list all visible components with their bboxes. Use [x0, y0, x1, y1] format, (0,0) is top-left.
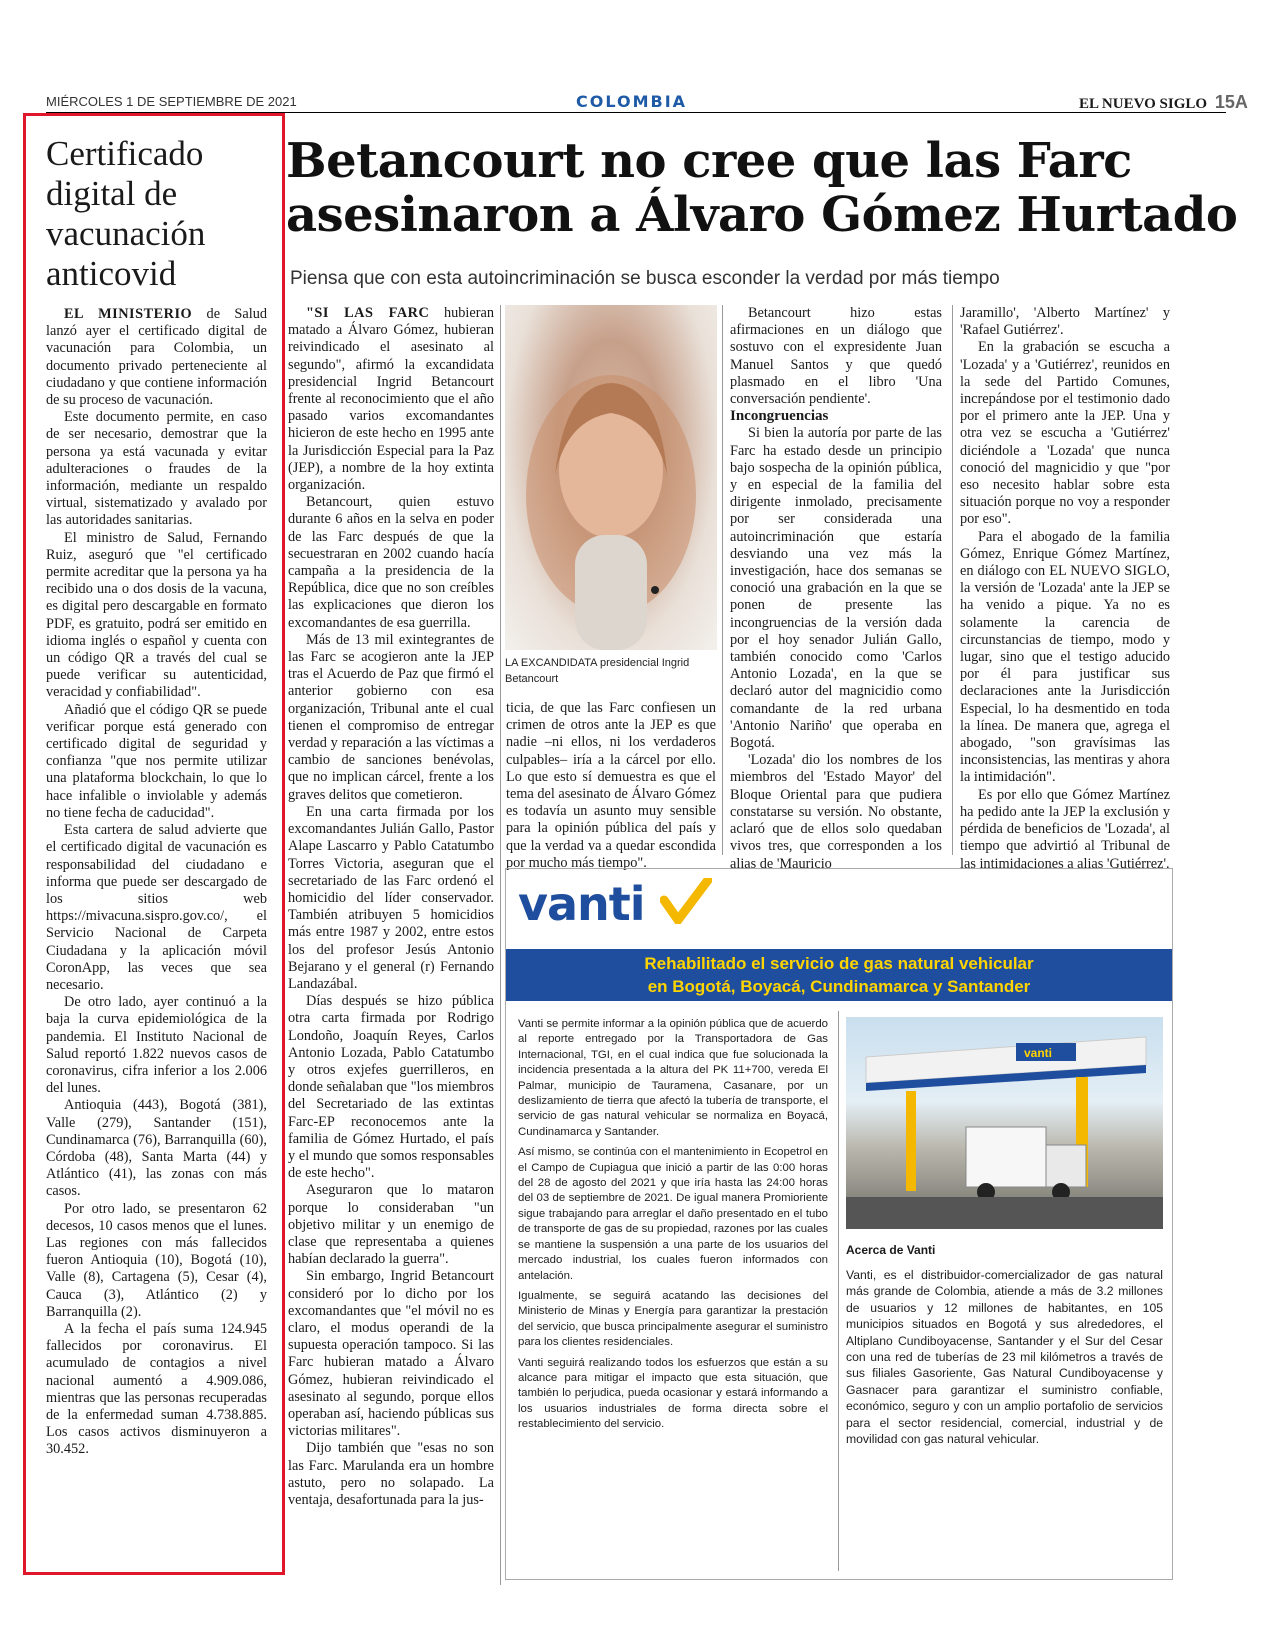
- page-date: MIÉRCOLES 1 DE SEPTIEMBRE DE 2021: [46, 94, 297, 109]
- publication-name: EL NUEVO SIGLO: [1079, 96, 1208, 112]
- vanti-logo: vanti: [518, 877, 712, 931]
- about-text: Vanti, es el distribuidor-comercializador de gas natural más grande de Colombia, atiende a más de 3.2 millones de usuarios y 12 millones de habitantes, en 105 municipios situados en Bogotá y sus alrededores, el Altiplano Cundiboyacense, Santander y el Sur del Cesar con una red de tuberías de 23 mil kilómetros a través de sus filiales Gasoriente, Gas Natural Cundiboyacense y Gasnacer para garantizar el suministro confiable, económico, seguro y con un amplio portafolio de servicios para el sector residencial, comercial, industrial y de movilidad con gas natural vehicular.: [846, 1268, 1163, 1447]
- main-paragraph: Días después se hizo pública otra carta firmada por Rodrigo Londoño, Joaquín Reyes, Carlos Antonio Lozada, Pablo Catatumbo y otros exjefes guerrilleros, en donde señalaban que "los miembros del Secretariado de las extintas Farc-EP reconocemos ante la familia de Gómez Hurtado, el país y el mundo que somos responsables de este hecho".: [288, 993, 494, 1182]
- main-col-1: [288, 305, 494, 1509]
- main-paragraph: Jaramillo', 'Alberto Martínez' y 'Rafael Gutiérrez'.: [960, 305, 1170, 339]
- column-rule: [722, 305, 723, 855]
- gas-station-photo: [846, 1017, 1163, 1229]
- main-story-lead: "SI LAS FARC: [306, 305, 430, 321]
- ad-paragraph: Vanti se permite informar a la opinión pública que de acuerdo al reporte entregado por la Transportadora de Gas Internacional, TGI, en el cual indica que fue solucionada la incidencia presentada a la altura del PK 11+700, vereda El Palmar, municipio de Tauramena, Casanare, por un deslizamiento de tierra que afectó la tubería de transporte, el servicio de gas natural vehicular se normaliza en Boyacá, Cundinamarca y Santander.: [518, 1018, 828, 1138]
- main-paragraph: En una carta firmada por los excomandantes Julián Gallo, Pastor Alape Lascarro y Pablo Catatumbo Torres Victoria, aseguran que el secretariado de las Farc ordenó el homicidio del líder conservador. También atribuyen 5 homicidios más entre 1987 y 2002, entre estos los del profesor Jesús Antonio Bejarano y el general (r) Fernando Landazábal.: [288, 803, 494, 992]
- main-paragraph: 'Lozada' dio los nombres de los miembros del 'Estado Mayor' del Bloque Oriental para que pudiera constatarse su versión. No obstante, aclaró que de ellos solo quedaban vivos tres, que corresponden a los alias de 'Mauricio: [730, 752, 942, 872]
- side-paragraph: De otro lado, ayer continuó a la baja la curva epidemiológica de la pandemia. El Instituto Nacional de Salud reportó 1.822 nuevos casos de coronavirus, cifra inferior a los 2.006 del lunes.: [46, 994, 267, 1097]
- main-headline: Betancourt no cree que las Farc asesinaron a Álvaro Gómez Hurtado: [286, 133, 1238, 243]
- section-label: COLOMBIA: [576, 92, 688, 111]
- ad-paragraph: Así mismo, se continúa con el mantenimiento in Ecopetrol en el Campo de Cupiagua que inició a partir de las 0:00 horas del 28 de agosto del 2021 y que iría hasta las 24:00 horas del 03 de septiembre de 2021. De igual manera Promioriente sigue trabajando para arreglar el daño presentado en el tubo de transporte de gas de su propiedad, razones por las cuales se mantiene la suspensión a una parte de los usuarios del mercado industrial, los cuales fueron informados con antelación.: [518, 1146, 828, 1282]
- portrait-illustration: [505, 305, 717, 650]
- banner-line: Rehabilitado el servicio de gas natural vehicular: [644, 954, 1034, 973]
- page-number: 15A: [1214, 92, 1248, 112]
- main-paragraph: Si bien la autoría por parte de las Farc ha estado desde un principio bajo sospecha de la opinión pública, y en especial de la familia del dirigente inmolado, precisamente por ser considerada una autoincriminación que estaría desviando una vez más la investigación, hace dos semanas se conoció una grabación en la que se ponen de presente las incongruencias de la versión dada por el hoy senador Julián Gallo, también conocido como 'Carlos Antonio Lozada', en la que se declaró autor del magnicidio como comandante de la red urbana 'Antonio Nariño' que operaba en Bogotá.: [730, 425, 942, 752]
- ad-body: [518, 1017, 828, 1438]
- main-paragraph: Más de 13 mil exintegrantes de las Farc se acogieron ante la JEP tras el Acuerdo de Paz que firmó el anterior gobierno con esa organización, Tribunal ante el cual tienen el compromiso de entregar verdad y reparación a las víctimas a cambio de sanciones benévolas, que no implican cárcel, frente a los graves delitos que cometieron.: [288, 631, 494, 803]
- side-paragraph: Antioquia (443), Bogotá (381), Valle (279), Santander (151), Cundinamarca (76), Barranquilla (60), Córdoba (48), Santa Marta (44) y Atlántico (41), las zonas con más casos.: [46, 1097, 267, 1200]
- side-paragraph: A la fecha el país suma 124.945 fallecidos por coronavirus. El acumulado de contagios a nivel nacional aumentó a 4.909.086, mientras que las personas recuperadas de la enfermedad suman 4.738.885. Los casos activos disminuyeron a 30.452.: [46, 1320, 267, 1458]
- main-paragraph: Dijo también que "esas no son las Farc. Marulanda era un hombre astuto, pero no solapado. La ventaja, desafortunada para la jus-: [288, 1440, 494, 1509]
- side-story-body: [46, 306, 267, 1459]
- side-paragraph: EL MINISTERIO de Salud lanzó ayer el certificado digital de vacunación para Colombia, un documento privado perteneciente al ciudadano y que contiene información de su proceso de vacunación.: [46, 306, 267, 409]
- side-paragraph: Este documento permite, en caso de ser necesario, demostrar que la persona ya está vacunada y evitar adulteraciones o fraudes de la información, mediante un respaldo virtual, sistematizado y avalado por las autoridades sanitarias.: [46, 409, 267, 529]
- column-rule: [500, 305, 501, 1585]
- main-paragraph: En la grabación se escucha a 'Lozada' y a 'Gutiérrez', reunidos en la sede del Partido Comunes, increpándose por el testimonio dado por el primero ante la JEP. Una y otra vez se escucha a 'Gutiérrez' diciéndole a 'Lozada' que nunca conoció del magnicidio y que "por eso necesito hablar sobre esta situación porque no voy a responder por eso".: [960, 339, 1170, 528]
- ad-paragraph: Vanti seguirá realizando todos los esfuerzos que están a su alcance para mitigar el impacto que esta situación, que también lo perjudica, pueda ocasionar y estará informando a los usuarios industriales de forma directa sobre el restablecimiento del servicio.: [518, 1356, 828, 1431]
- side-paragraph: El ministro de Salud, Fernando Ruiz, aseguró que "el certificado permite acreditar que la persona ya ha recibido una o dos dosis de la vacuna, es digital pero descargable en formato PDF, es gratuito, podrá ser emitido en idioma inglés o español y cuenta con un código QR a través del cual se puede verificar su autenticidad, veracidad y confiabilidad".: [46, 529, 267, 701]
- checkmark-icon: [660, 878, 712, 924]
- main-paragraph: Aseguraron que lo mataron porque lo consideraban "un objetivo militar y un enemigo de clase que representaba a quienes habían declarado la guerra".: [288, 1182, 494, 1268]
- station-sign: vanti: [1024, 1046, 1053, 1060]
- side-paragraph: Por otro lado, se presentaron 62 decesos, 10 casos menos que el lunes. Las regiones con más fallecidos fueron Antioquia (10), Bogotá (10), Valle (8), Cartagena (5), Cesar (4), Cauca (3), Atlántico (2) y Barranquilla (2).: [46, 1200, 267, 1320]
- main-paragraph: "SI LAS FARC hubieran matado a Álvaro Gómez, hubieran reivindicado el asesinato al segundo", afirmó la excandidata presidencial Ingrid Betancourt frente al reconocimiento que el año pasado varios excomandantes hicieron de este hecho en 1995 ante la Jurisdicción Especial para la Paz (JEP), a nombre de la hoy extinta organización.: [288, 305, 495, 494]
- photo-caption: LA EXCANDIDATA presidencial Ingrid Betancourt: [505, 657, 690, 685]
- vanti-advertisement: [505, 868, 1173, 1580]
- masthead: [1079, 92, 1248, 113]
- main-paragraph: ticia, de que las Farc confiesen un crimen de otros ante la JEP es que nadie –ni ellos, ni los verdaderos culpables– iría a la cárcel por ello. Lo que esto sí demuestra es que el tema del asesinato de Álvaro Gómez es todavía un asunto muy sensible para la opinión pública del país y que la verdad va a quedar escondida por mucho más tiempo".: [506, 700, 717, 871]
- about-heading: Acerca de Vanti: [846, 1243, 936, 1257]
- main-col-3: [730, 305, 942, 873]
- main-paragraph: Es por ello que Gómez Martínez ha pedido ante la JEP la exclusión y pérdida de beneficios de 'Lozada', al tiempo que advirtió al Tribunal de las intimidaciones a alias 'Gutiérrez'.: [960, 786, 1170, 872]
- main-col-2: [506, 700, 716, 872]
- ad-divider: [838, 1011, 839, 1571]
- ad-paragraph: Igualmente, se seguirá acatando las decisiones del Ministerio de Minas y Energía para garantizar la prestación del servicio, que busca principalmente asegurar el suministro para los clientes residenciales.: [518, 1289, 828, 1349]
- main-paragraph: Betancourt hizo estas afirmaciones en un diálogo que sostuvo con el expresidente Juan Manuel Santos y que quedó plasmado en el libro 'Una conversación pendiente'.: [730, 305, 942, 408]
- side-paragraph: Esta cartera de salud advierte que el certificado digital de vacunación es responsabilidad del ciudadano e informa que puede ser descargado de los sitios web https://mivacuna.sispro.gov.co/, el Servicio Nacional de Carpeta Ciudadana y la aplicación móvil CoronApp, las veces que sea necesario.: [46, 822, 267, 993]
- main-deck: Piensa que con esta autoincriminación se busca esconder la verdad por más tiempo: [290, 268, 1000, 289]
- main-paragraph: Betancourt, quien estuvo durante 6 años en la selva en poder de las Farc después de que la secuestraran en 2002 cuando hacía campaña a la presidencia de la República, dice que no son creíbles las explicaciones que dieron los excomandantes de esa guerrilla.: [288, 494, 494, 631]
- subhead: Incongruencias: [730, 408, 829, 425]
- side-story-lead: EL MINISTERIO: [64, 306, 193, 322]
- gas-station-illustration: [846, 1017, 1163, 1229]
- side-story-title: Certificado digital de vacunación anticovid: [46, 134, 206, 293]
- banner-line: en Bogotá, Boyacá, Cundinamarca y Santander: [647, 977, 1031, 996]
- column-rule: [952, 305, 953, 855]
- side-paragraph: Añadió que el código QR se puede verificar porque está generado con certificado digital de seguridad y confianza "que nos permite utilizar una plataforma blockchain, lo que lo hace infalible o inviolable y además no tiene fecha de caducidad".: [46, 701, 267, 821]
- main-paragraph: Para el abogado de la familia Gómez, Enrique Gómez Martínez, en diálogo con EL NUEVO SIGLO, la versión de 'Lozada' ante la JEP se ha venido a pique. Ya no es solamente la carencia de circunstancias de tiempo, modo y lugar, sino que el testigo aducido por él para justificar sus declaraciones ante la Jurisdicción Especial, lo ha desmentido en toda la línea. De manera que, agrega el abogado, "son gravísimas las inconsistencias, las mentiras y ahora la intimidación".: [960, 528, 1170, 786]
- ad-banner: [506, 949, 1172, 1001]
- main-col-4: [960, 305, 1170, 873]
- main-paragraph: Sin embargo, Ingrid Betancourt consideró por lo dicho por los excomandantes que "el móvil no es claro, el modus operandi de la supuesta operación tampoco. Si las Farc hubieran matado a Álvaro Gómez, hubieran reivindicado el asesinato al segundo, porque ellos operaban así, haciendo públicas sus victorias militares".: [288, 1268, 494, 1440]
- betancourt-photo: [505, 305, 717, 650]
